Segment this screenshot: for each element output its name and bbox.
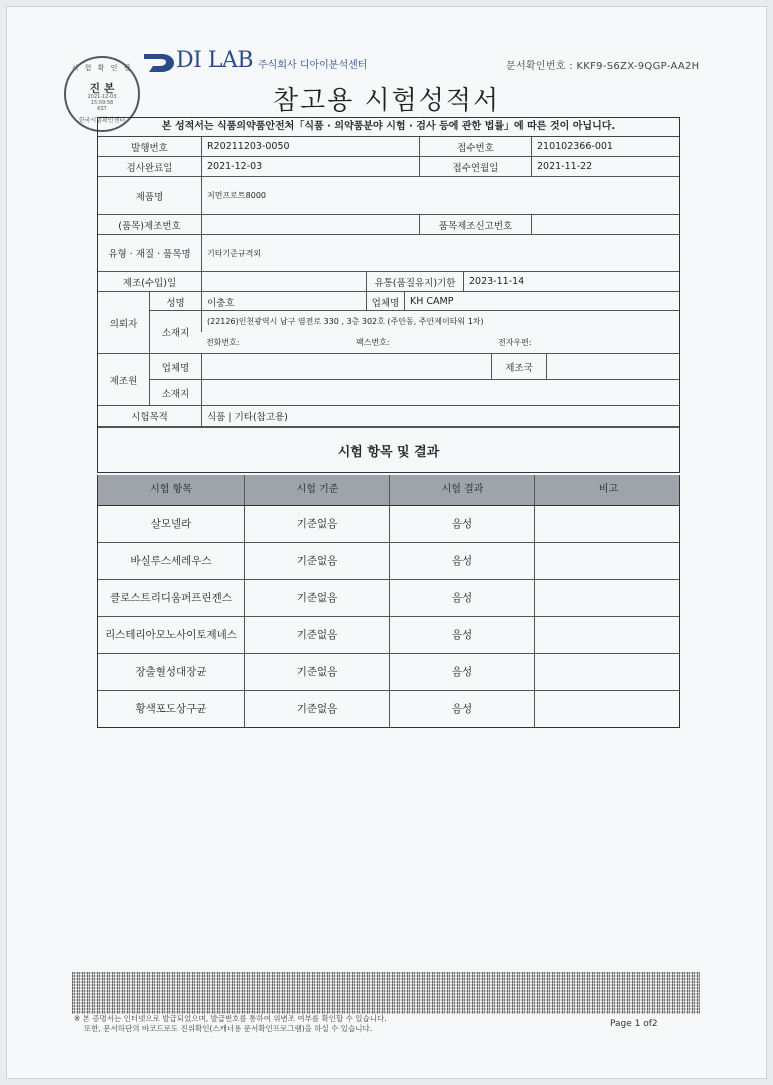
info-row-issue: 발행번호 R20211203-0050 접수번호 210102366-001 bbox=[98, 137, 679, 157]
seal-ring-bottom: 한국시험확인센터 bbox=[78, 117, 126, 124]
dilab-logo-icon bbox=[140, 50, 178, 74]
company-name: 주식회사 디아이분석센터 bbox=[258, 60, 368, 71]
results-section-title: 시험 항목 및 결과 bbox=[98, 427, 679, 472]
info-table bbox=[97, 117, 680, 473]
document-title: 참고용 시험성적서 bbox=[272, 86, 501, 116]
info-row-client: 의뢰자 성명 이충호 업체명 KH CAMP 소재지 (22126)인천광역시 남구 염전로 330 , 3층 302호 (주안동, 주안제이타워 1차) 전화번호: 팩스번호: 전자우편: bbox=[98, 292, 679, 354]
info-row-mfg-no: (품목)제조번호 품목제조신고번호 bbox=[98, 215, 679, 235]
info-row-dates2: 제조(수입)일 유통(품질유지)기한 2023-11-14 bbox=[98, 272, 679, 292]
test-purpose: 식품 | 기타(참고용) bbox=[201, 406, 681, 426]
table-row: 클로스트리디움퍼프린젠스 기준없음 음성 bbox=[98, 580, 679, 617]
product-name: 저먼프로트8000 bbox=[201, 177, 681, 214]
brand-name: DI LAB bbox=[176, 48, 253, 73]
seal-meta: 2021-12-03 15:09:58 KST bbox=[87, 94, 117, 112]
document-verification-number: 문서확인번호 : KKF9-S6ZX-9QGP-AA2H bbox=[506, 61, 700, 72]
expiry-date: 2023-11-14 bbox=[463, 272, 681, 291]
seal-ring-text: 시 험 확 인 필 bbox=[71, 64, 133, 72]
issue-number: R20211203-0050 bbox=[201, 137, 419, 156]
header-result: 시험 결과 bbox=[389, 475, 535, 505]
receipt-date: 2021-11-22 bbox=[531, 157, 681, 176]
table-row: 장출혈성대장균 기준없음 음성 bbox=[98, 654, 679, 691]
legal-notice: 본 성적서는 식품의약품안전처「식품 · 의약품분야 시험 · 검사 등에 관한 법률」에 따른 것이 아닙니다. bbox=[98, 118, 679, 137]
footer-notice: ※ 본 증명서는 인터넷으로 발급되었으며, 발급번호를 통하여 위변조 여부를 확인할 수 있습니다. 또한, 문서하단의 바코드로도 진위확인(스캐너용 문서확인프로그램)을 하실 수 있습니다. bbox=[74, 1014, 387, 1033]
verification-barcode bbox=[72, 972, 700, 1014]
header-note: 비고 bbox=[534, 475, 682, 505]
table-row: 리스테리아모노사이토제네스 기준없음 음성 bbox=[98, 617, 679, 654]
table-row: 바실루스세레우스 기준없음 음성 bbox=[98, 543, 679, 580]
results-table bbox=[97, 475, 680, 728]
page-number: Page 1 of2 bbox=[610, 1019, 658, 1029]
product-type: 기타기준규격외 bbox=[201, 235, 681, 271]
client-business: KH CAMP bbox=[404, 292, 681, 311]
info-row-type: 유형 · 재질 · 품목명 기타기준규격외 bbox=[98, 235, 679, 272]
info-row-maker: 제조원 업체명 제조국 소재지 bbox=[98, 354, 679, 406]
seal-title: 진 본 bbox=[89, 82, 115, 95]
client-address: (22126)인천광역시 남구 염전로 330 , 3층 302호 (주안동, 주안제이타워 1차) bbox=[201, 311, 681, 332]
header-criterion: 시험 기준 bbox=[244, 475, 390, 505]
results-header-row bbox=[98, 475, 679, 506]
inspection-date: 2021-12-03 bbox=[201, 157, 419, 176]
info-row-product: 제품명 저먼프로트8000 bbox=[98, 177, 679, 215]
table-row: 황색포도상구균 기준없음 음성 bbox=[98, 691, 679, 727]
header-item: 시험 항목 bbox=[150, 484, 192, 495]
receipt-number: 210102366-001 bbox=[531, 137, 681, 156]
client-name: 이충호 bbox=[201, 292, 366, 311]
table-row: 살모넬라 기준없음 음성 bbox=[98, 506, 679, 543]
info-row-purpose: 시험목적 식품 | 기타(참고용) bbox=[98, 406, 679, 427]
info-row-dates: 검사완료일 2021-12-03 접수연월일 2021-11-22 bbox=[98, 157, 679, 177]
